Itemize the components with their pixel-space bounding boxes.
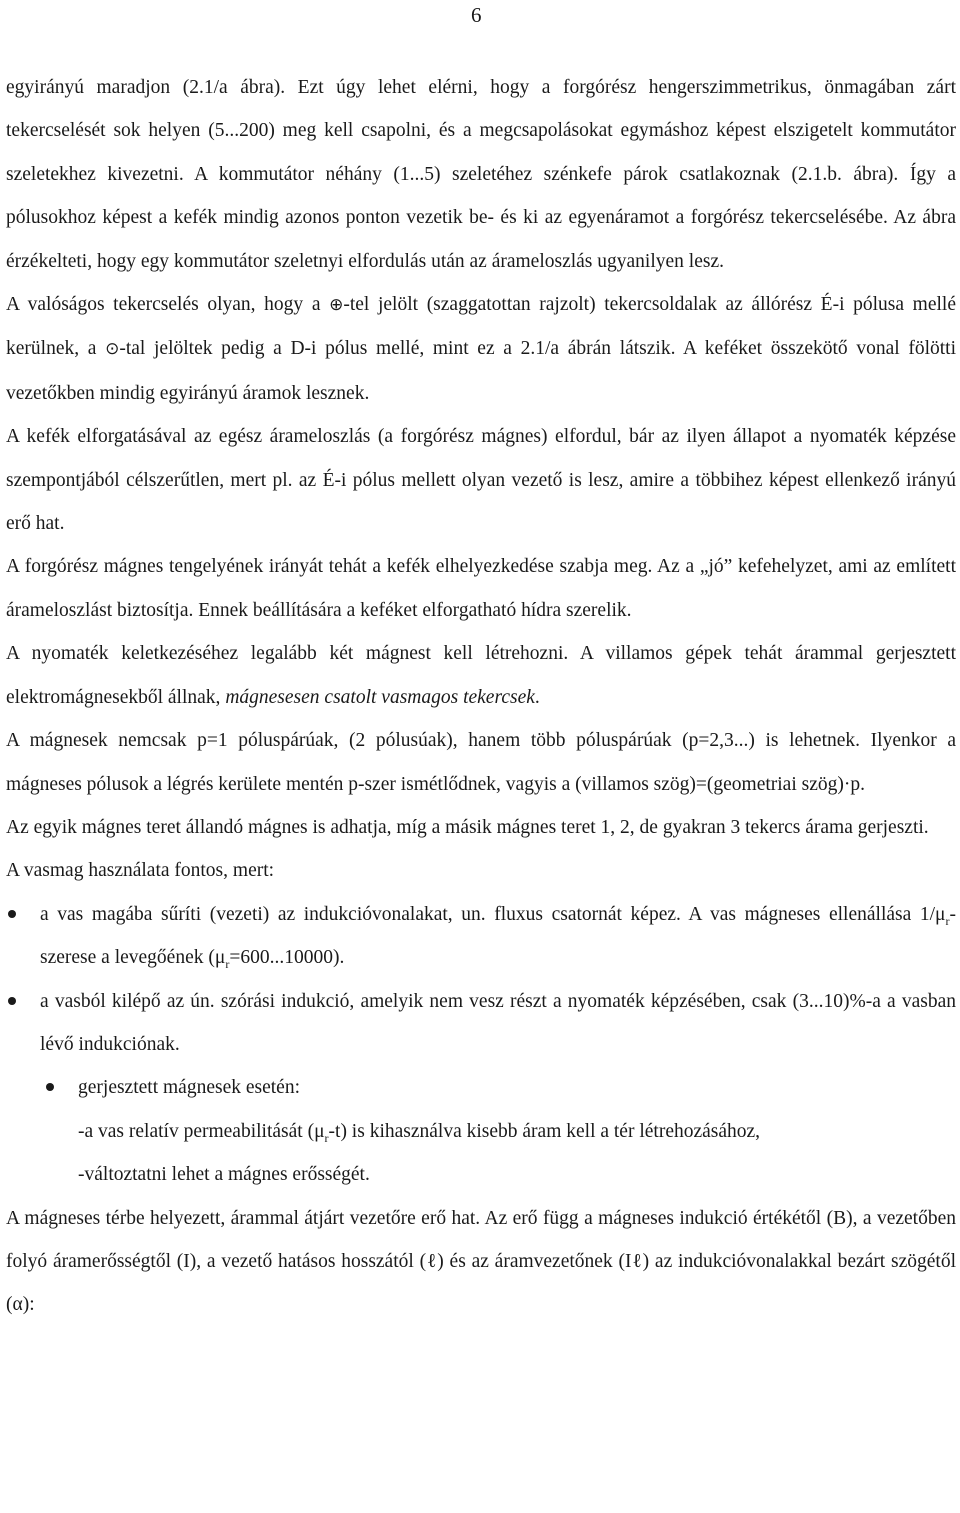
paragraph-brush-rotation: A kefék elforgatásával az egész árameloszlás (a forgórész mágnes) elfordul, bár az ilyen állapot a nyomaték képzése szempontjából célszerűtlen, mert pl. az É-i pólus mellett olyan vezető is lesz, amire a többihez képest ellenkező irányú erő hat. — [6, 426, 956, 535]
paragraph-rotor-axis: A forgórész mágnes tengelyének irányát tehát a kefék elhelyezkedése szabja meg. Az a „jó” kefehelyzet, ami az említett árameloszlást biztosítja. Ennek beállítására a keféket elforgatható hídra szerelik. — [6, 556, 956, 621]
list-item-text: gerjesztett mágnesek esetén: — [78, 1077, 300, 1099]
page-number: 6 — [471, 3, 482, 27]
paragraph-torque — [6, 632, 956, 719]
list-item-text-2: -szerese a levegőének ( — [40, 903, 956, 969]
bullet-icon — [8, 910, 16, 918]
mu-symbol: μ — [935, 903, 946, 925]
paragraph-torque-italic: mágnesesen csatolt vasmagos tekercsek — [225, 686, 535, 708]
list-item-text: a vasból kilépő az ún. szórási indukció, amelyik nem vesz részt a nyomaték képzésében, csak (3...10)%-a a vasban lévő indukciónak. — [40, 990, 956, 1055]
list-item — [6, 893, 956, 980]
ell-symbol: ℓ — [426, 1250, 438, 1272]
paragraph-torque-text-1: A nyomaték keletkezéséhez legalább két mágnest kell létrehozni. A villamos gépek tehát árammal gerjesztett elektromágnesekből állnak, — [6, 643, 956, 708]
circled-plus-symbol: ⊕ — [329, 295, 344, 316]
paragraph-force-text-2: ) és az áramvezetőnek (I — [437, 1250, 632, 1272]
subscript-r: r — [945, 913, 950, 928]
paragraph-force-text-1: A mágneses térbe helyezett, árammal átjárt vezetőre erő hat. Az erő függ a mágneses indukció értékétől (B), a vezetőben folyó áramerősségtől (I), a vezető hatásos hosszától ( — [6, 1207, 956, 1272]
paragraph-winding-text-3: -tal jelöltek pedig a D-i pólus mellé, mint ez a 2.1/a ábrán látszik. A keféket összekötő vonal fölötti vezetőkben mindig egyirányú áramok lesznek. — [6, 338, 956, 404]
bullet-icon — [8, 997, 16, 1005]
list-item — [6, 1066, 956, 1196]
paragraph-winding-text-1: A valóságos tekercselés olyan, hogy a — [6, 294, 330, 316]
alpha-symbol: α — [12, 1294, 23, 1316]
list-subline: -változtatni lehet a mágnes erősségét. — [78, 1164, 370, 1186]
subscript-r: r — [225, 957, 230, 972]
ell-symbol: ℓ — [631, 1250, 643, 1272]
mu-symbol: μ — [214, 947, 226, 969]
paragraph-iron-core: A vasmag használata fontos, mert: — [6, 860, 275, 882]
bullet-icon — [46, 1083, 54, 1091]
paragraph-torque-text-2: . — [534, 686, 540, 708]
paragraph-force — [6, 1197, 956, 1327]
paragraph-force-text-3: ) az indukcióvonalakkal bezárt szögétől ( — [6, 1250, 956, 1316]
circled-dot-symbol: ⊙ — [105, 339, 120, 360]
list-item-text-1: a vas magába sűríti (vezeti) az indukcióvonalakat, un. fluxus csatornát képez. A vas mágneses ellenállása 1/ — [40, 903, 936, 925]
document-body — [6, 66, 956, 1327]
list-subline — [78, 1110, 956, 1153]
paragraph-winding — [6, 283, 956, 415]
subline-text-2: -t) is kihasználva kisebb áram kell a tér létrehozásához, — [328, 1120, 761, 1142]
paragraph-pole-pairs: A mágnesek nemcsak p=1 póluspárúak, (2 pólusúak), hanem több póluspárúak (p=2,3...) is lehetnek. Ilyenkor a mágneses pólusok a légrés kerülete mentén p-szer ismétlődnek, vagyis a (villamos szög)=(geometriai szög)·p. — [6, 730, 956, 795]
paragraph-force-text-4: ): — [22, 1294, 35, 1316]
paragraph-permanent-magnet: Az egyik mágnes teret állandó mágnes is adhatja, míg a másik mágnes teret 1, 2, de gyakran 3 tekercs árama gerjeszti. — [6, 816, 929, 838]
iron-core-list — [6, 893, 956, 1197]
list-item-text-3: =600...10000). — [229, 947, 345, 969]
list-item — [6, 980, 956, 1067]
paragraph-winding-text-2: -tel jelölt (szaggatottan rajzolt) tekercsoldalak az állórész É-i pólusa mellé kerülnek, a — [6, 294, 956, 360]
mu-symbol: μ — [314, 1120, 325, 1142]
subscript-r: r — [324, 1130, 329, 1145]
paragraph-commutator: egyirányú maradjon (2.1/a ábra). Ezt úgy lehet elérni, hogy a forgórész hengerszimmetrikus, önmagában zárt tekercselését sok helyen (5...200) meg kell csapolni, és a megcsapolásokat egymáshoz képest elszigetelt kommutátor szeletekhez kivezetni. A kommutátor néhány (1...5) szeletéhez szénkefe párok csatlakoznak (2.1.b. ábra). Így a pólusokhoz képest a kefék mindig azonos ponton vezetik be- és ki az egyenáramot a forgórész tekercselésébe. Az ábra érzékelteti, hogy egy kommutátor szeletnyi elfordulás után az árameloszlás ugyanilyen lesz. — [6, 77, 956, 272]
subline-text-1: -a vas relatív permeabilitását ( — [78, 1120, 315, 1142]
